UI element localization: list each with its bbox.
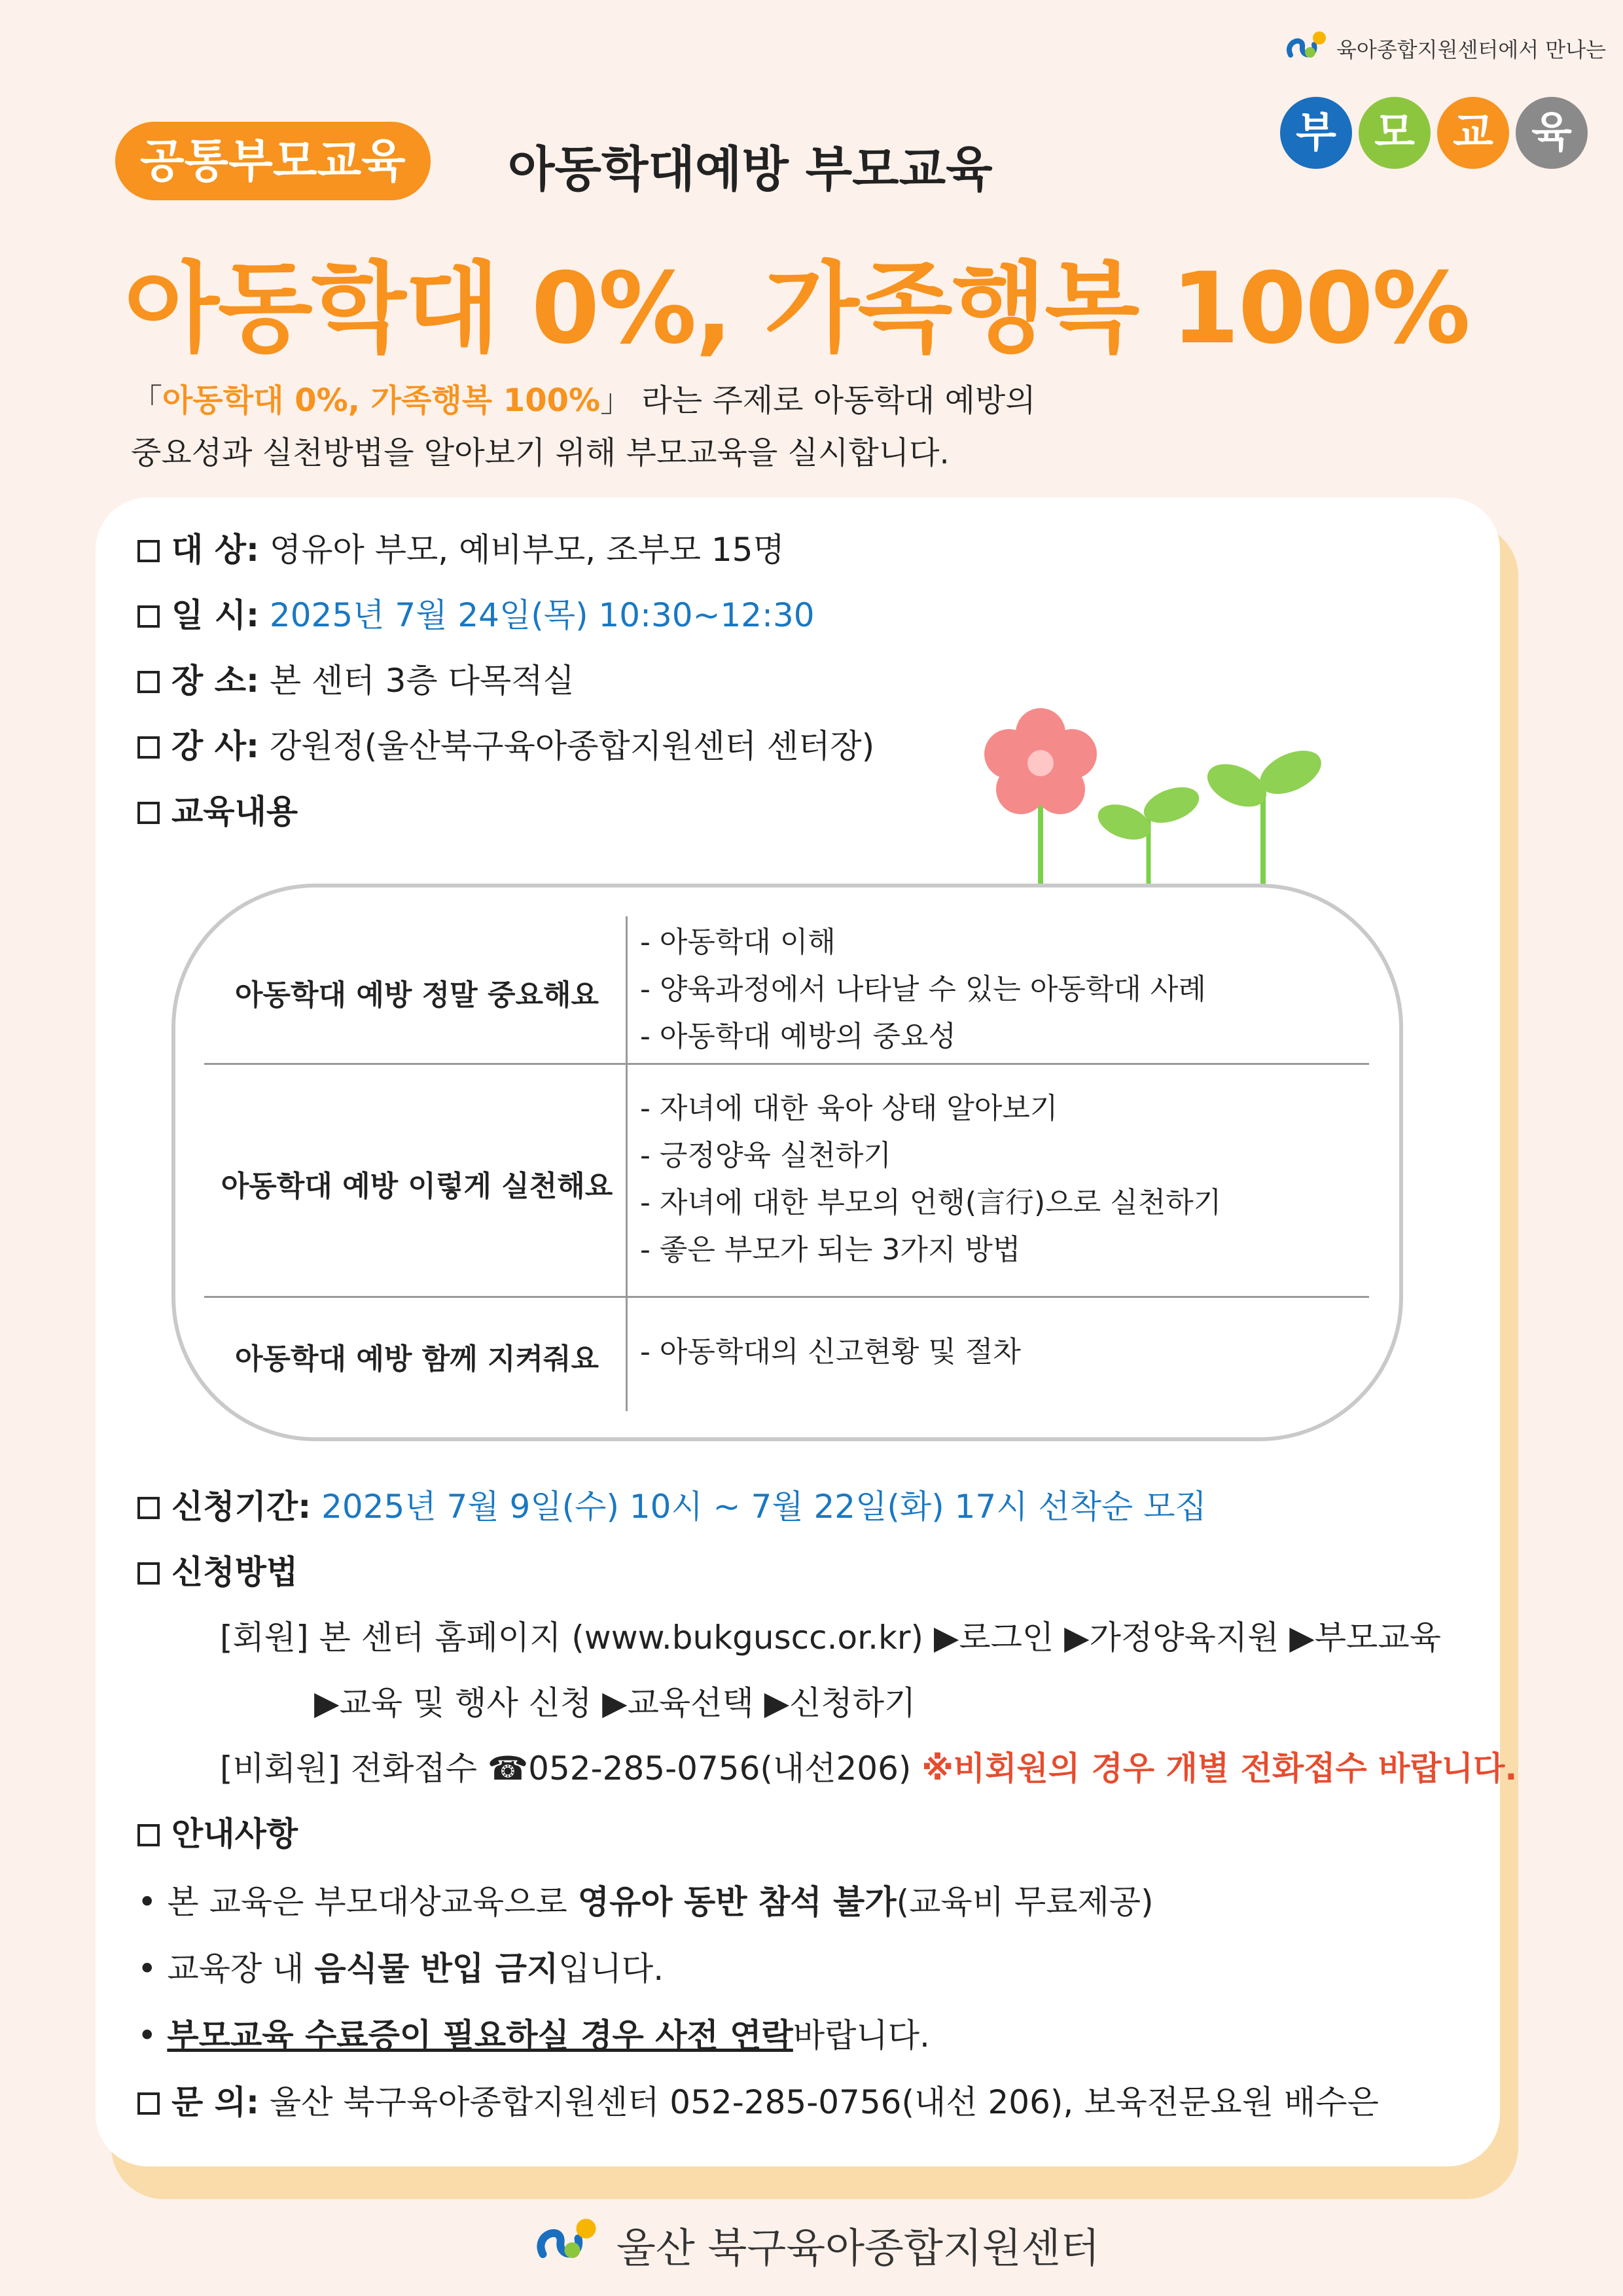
center-logo-icon [1284, 29, 1330, 68]
checkbox-square-icon [137, 540, 160, 562]
notice-emphasis: 음식물 반입 금지 [314, 1950, 559, 1988]
checkbox-square-icon [137, 1824, 160, 1846]
notice-emphasis: 영유아 동반 참석 불가 [577, 1883, 897, 1921]
checkbox-square-icon [137, 671, 160, 693]
curriculum-item: - 자녀에 대한 육아 상태 알아보기 [640, 1092, 1058, 1125]
intro-highlight: 아동학대 0%, 가족행복 100% [162, 382, 601, 419]
sprout-icon [1201, 742, 1328, 890]
center-logo [1284, 29, 1606, 68]
apply-method-key: 신청방법 [171, 1553, 298, 1591]
apply-period-value: 2025년 7월 9일(수) 10시 ~ 7월 22일(화) 17시 선착순 모집 [311, 1488, 1207, 1526]
notice-text: 바랍니다. [793, 2017, 930, 2054]
notice-text: • [137, 2017, 168, 2054]
badge-bu: 부 [1280, 97, 1352, 169]
apply-method-line [137, 1546, 298, 1593]
lecturer-value: 강원정(울산북구육아종합지원센터 센터장) [259, 727, 875, 765]
place-key: 장 소: [171, 662, 260, 700]
parent-education-badges [1280, 97, 1588, 169]
curriculum-items-1 [640, 919, 1206, 1060]
curriculum-item: - 좋은 부모가 되는 3가지 방법 [640, 1233, 1021, 1266]
content-line [137, 785, 298, 833]
nonmember-note: ※비회원의 경우 개별 전화접수 바랍니다. [921, 1749, 1518, 1787]
apply-period-line [137, 1480, 1207, 1528]
page-subtitle: 아동학대예방 부모교육 [508, 141, 993, 198]
nonmember-text: [비회원] 전화접수 ☎052-285-0756(내선206) [220, 1749, 922, 1787]
checkbox-square-icon [137, 802, 160, 824]
flower-sprouts-illustration [975, 694, 1433, 890]
contact-line [137, 2076, 1379, 2123]
curriculum-item: - 아동학대 이해 [640, 925, 836, 959]
notice-bullet-1 [137, 1876, 1154, 1923]
curriculum-items-2 [640, 1085, 1221, 1274]
curriculum-item: - 긍정양육 실천하기 [640, 1139, 891, 1172]
place-value: 본 센터 3층 다목적실 [259, 662, 575, 700]
checkbox-square-icon [137, 1497, 160, 1519]
intro-text [131, 374, 1036, 479]
place-line [137, 655, 575, 702]
footer-logo [531, 2215, 1099, 2274]
target-line [137, 524, 785, 571]
target-key: 대 상: [171, 531, 260, 569]
curriculum-item: - 아동학대의 신고현황 및 절차 [640, 1335, 1021, 1369]
badge-gyo: 교 [1437, 97, 1509, 169]
checkbox-square-icon [137, 605, 160, 628]
curriculum-item: - 양육과정에서 나타날 수 있는 아동학대 사례 [640, 973, 1206, 1006]
center-logo-icon [531, 2215, 603, 2274]
footer-org-name: 울산 북구육아종합지원센터 [616, 2223, 1100, 2272]
notice-key: 안내사항 [171, 1815, 298, 1853]
checkbox-square-icon [137, 2092, 160, 2115]
notice-text: 입니다. [558, 1950, 664, 1988]
page-title: 아동학대 0%, 가족행복 100% [124, 252, 1469, 366]
notice-text: • 교육장 내 [137, 1950, 315, 1988]
target-value: 영유아 부모, 예비부모, 조부모 15명 [259, 531, 785, 569]
date-key: 일 시: [171, 596, 260, 634]
notice-underlined: 부모교육 수료증이 필요하실 경우 사전 연락 [167, 2017, 793, 2054]
badge-yuk: 육 [1516, 97, 1588, 169]
curriculum-title-3: 아동학대 예방 함께 지켜줘요 [234, 1342, 599, 1376]
date-line [137, 589, 815, 636]
contact-value: 울산 북구육아종합지원센터 052-285-0756(내선 206), 보육전문요원 배수은 [259, 2083, 1379, 2121]
curriculum-item: - 자녀에 대한 부모의 언행(言行)으로 실천하기 [640, 1186, 1222, 1219]
apply-period-key: 신청기간: [171, 1488, 312, 1526]
intro-line-2: 중요성과 실천방법을 알아보기 위해 부모교육을 실시합니다. [131, 435, 950, 471]
intro-rest: 」 라는 주제로 아동학대 예방의 [600, 382, 1036, 419]
checkbox-square-icon [137, 1562, 160, 1585]
notice-text: (교육비 무료제공) [896, 1883, 1154, 1921]
category-pill: 공통부모교육 [115, 122, 431, 200]
curriculum-items-3 [640, 1329, 1021, 1376]
badge-mo: 모 [1359, 97, 1431, 169]
sprout-icon [1093, 780, 1204, 890]
logo-tagline: 육아종합지원센터에서 만나는 [1336, 37, 1607, 62]
content-key: 교육내용 [171, 793, 298, 831]
date-value: 2025년 7월 24일(목) 10:30~12:30 [259, 596, 815, 634]
intro-bracket: 「 [131, 382, 163, 419]
lecturer-key: 강 사: [171, 727, 260, 765]
notice-header [137, 1808, 298, 1855]
notice-bullet-2 [137, 1943, 664, 1990]
table-divider-horizontal [204, 1063, 1369, 1065]
member-method-line-1: [회원] 본 센터 홈페이지 (www.bukguscc.or.kr) ▶로그인 ▶가정양육지원 ▶부모교육 [220, 1619, 1441, 1657]
contact-key: 문 의: [171, 2083, 260, 2121]
nonmember-method-line [220, 1742, 1517, 1789]
lecturer-line [137, 720, 874, 767]
notice-text: • 본 교육은 부모대상교육으로 [137, 1883, 578, 1921]
checkbox-square-icon [137, 736, 160, 759]
flower-icon [984, 708, 1097, 890]
curriculum-title-2: 아동학대 예방 이렇게 실천해요 [221, 1170, 613, 1203]
curriculum-item: - 아동학대 예방의 중요성 [640, 1020, 956, 1053]
table-divider-horizontal [204, 1296, 1369, 1298]
member-method-line-2: ▶교육 및 행사 신청 ▶교육선택 ▶신청하기 [314, 1684, 916, 1722]
curriculum-title-1: 아동학대 예방 정말 중요해요 [234, 978, 599, 1012]
notice-bullet-3 [137, 2009, 930, 2056]
